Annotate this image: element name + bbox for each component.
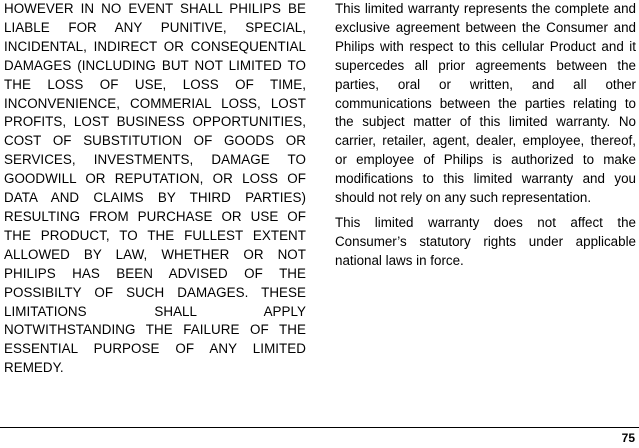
statutory-rights-paragraph: This limited warranty does not affect the Consumer’s statutory rights under applicable national laws in force. [335,214,636,268]
left-column [4,0,306,378]
liability-limitation-paragraph: HOWEVER IN NO EVENT SHALL PHILIPS BE LIABLE FOR ANY PUNITIVE, SPECIAL, INCIDENTAL, INDIRECT OR CONSEQUENTIAL DAMAGES (INCLUDING BUT NOT LIMITED TO THE LOSS OF USE, LOSS OF TIME, INCONVENIENCE, COMMERIAL LOSS, LOST PROFITS, LOST BUSINESS OPPORTUNITIES, COST OF SUBSTITUTION OF GOODS OR SERVICES, INVESTMENTS, DAMAGE TO GOODWILL OR REPUTATION, OR LOSS OF DATA AND CLAIMS BY THIRD PARTIES) RESULTING FROM PURCHASE OR USE OF THE PRODUCT, TO THE FULLEST EXTENT ALLOWED BY LAW, WHETHER OR NOT PHILIPS HAS BEEN ADVISED OF THE POSSIBILTY OF SUCH DAMAGES. THESE LIMITATIONS SHALL APPLY NOTWITHSTANDING THE FAILURE OF THE ESSENTIAL PURPOSE OF ANY LIMITED REMEDY. [4,1,306,376]
entire-agreement-paragraph: This limited warranty represents the complete and exclusive agreement between the Consumer and Philips with respect to this cellular Product and it supercedes all prior agreements between the parties, oral or written, and all other communications between the parties relating to the subject matter of this limited warranty. No carrier, retailer, agent, dealer, employee, thereof, or employee of Philips is authorized to make modifications to this limited warranty and you should not rely on any such representation. [335,1,636,206]
footer-divider [0,427,639,428]
right-column [335,0,636,277]
page-number: 75 [621,431,635,445]
